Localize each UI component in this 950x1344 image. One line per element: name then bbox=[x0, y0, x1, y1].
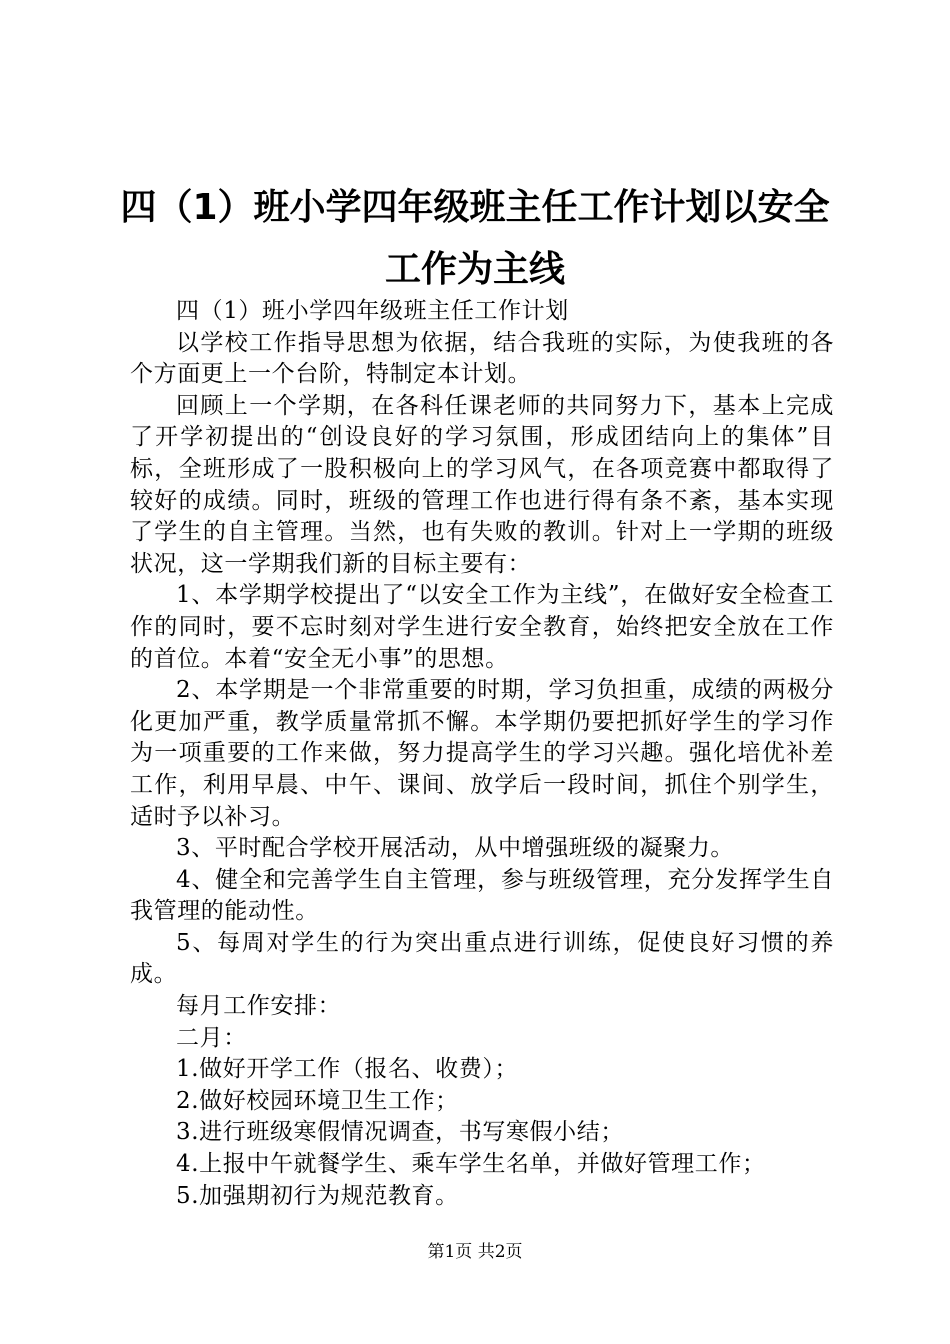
intro-paragraph: 以学校工作指导思想为依据，结合我班的实际，为使我班的各个方面更上一个台阶，特制定本计划。 bbox=[130, 329, 834, 388]
month-february-heading: 二月： bbox=[176, 1024, 247, 1051]
page-footer: 第1页 共2页 bbox=[427, 1242, 523, 1262]
february-item-3: 3.进行班级寒假情况调查，书写寒假小结； bbox=[176, 1119, 624, 1146]
review-paragraph: 回顾上一个学期，在各科任课老师的共同努力下，基本上完成了开学初提出的“创设良好的学习氛围，形成团结向上的集体”目标，全班形成了一股积极向上的学习风气，在各项竞赛中都取得了较好的成绩。同时，班级的管理工作也进行得有条不紊，基本实现了学生的自主管理。当然，也有失败的教训。针对上一学期的班级状况，这一学期我们新的目标主要有： bbox=[130, 392, 834, 577]
monthly-plan-heading: 每月工作安排： bbox=[176, 993, 342, 1020]
goal-paragraph-2: 2、本学期是一个非常重要的时期，学习负担重，成绩的两极分化更加严重，教学质量常抓不懈。本学期仍要把抓好学生的学习作为一项重要的工作来做，努力提高学生的学习兴趣。强化培优补差工作，利用早晨、中午、课间、放学后一段时间，抓住个别学生，适时予以补习。 bbox=[130, 677, 834, 830]
document-body bbox=[130, 296, 834, 1212]
february-item-5: 5.加强期初行为规范教育。 bbox=[176, 1182, 459, 1209]
document-title-line-2: 工作为主线 bbox=[384, 249, 565, 290]
goal-paragraph-3: 3、平时配合学校开展活动，从中增强班级的凝聚力。 bbox=[176, 835, 735, 862]
february-item-1: 1.做好开学工作（报名、收费）； bbox=[176, 1056, 519, 1083]
goal-paragraph-1: 1、本学期学校提出了“以安全工作为主线”，在做好安全检查工作的同时，要不忘时刻对学生进行安全教育，始终把安全放在工作的首位。本着“安全无小事”的思想。 bbox=[130, 582, 834, 672]
document-title-line-1: 四（1）班小学四年级班主任工作计划以安全 bbox=[120, 187, 830, 228]
goal-paragraph-5: 5、每周对学生的行为突出重点进行训练，促使良好习惯的养成。 bbox=[130, 929, 834, 988]
february-item-2: 2.做好校园环境卫生工作； bbox=[176, 1087, 459, 1114]
goal-paragraph-4: 4、健全和完善学生自主管理，参与班级管理，充分发挥学生自我管理的能动性。 bbox=[130, 866, 834, 925]
subtitle-paragraph: 四（1）班小学四年级班主任工作计划 bbox=[176, 298, 569, 324]
february-item-4: 4.上报中午就餐学生、乘车学生名单，并做好管理工作； bbox=[176, 1151, 766, 1178]
